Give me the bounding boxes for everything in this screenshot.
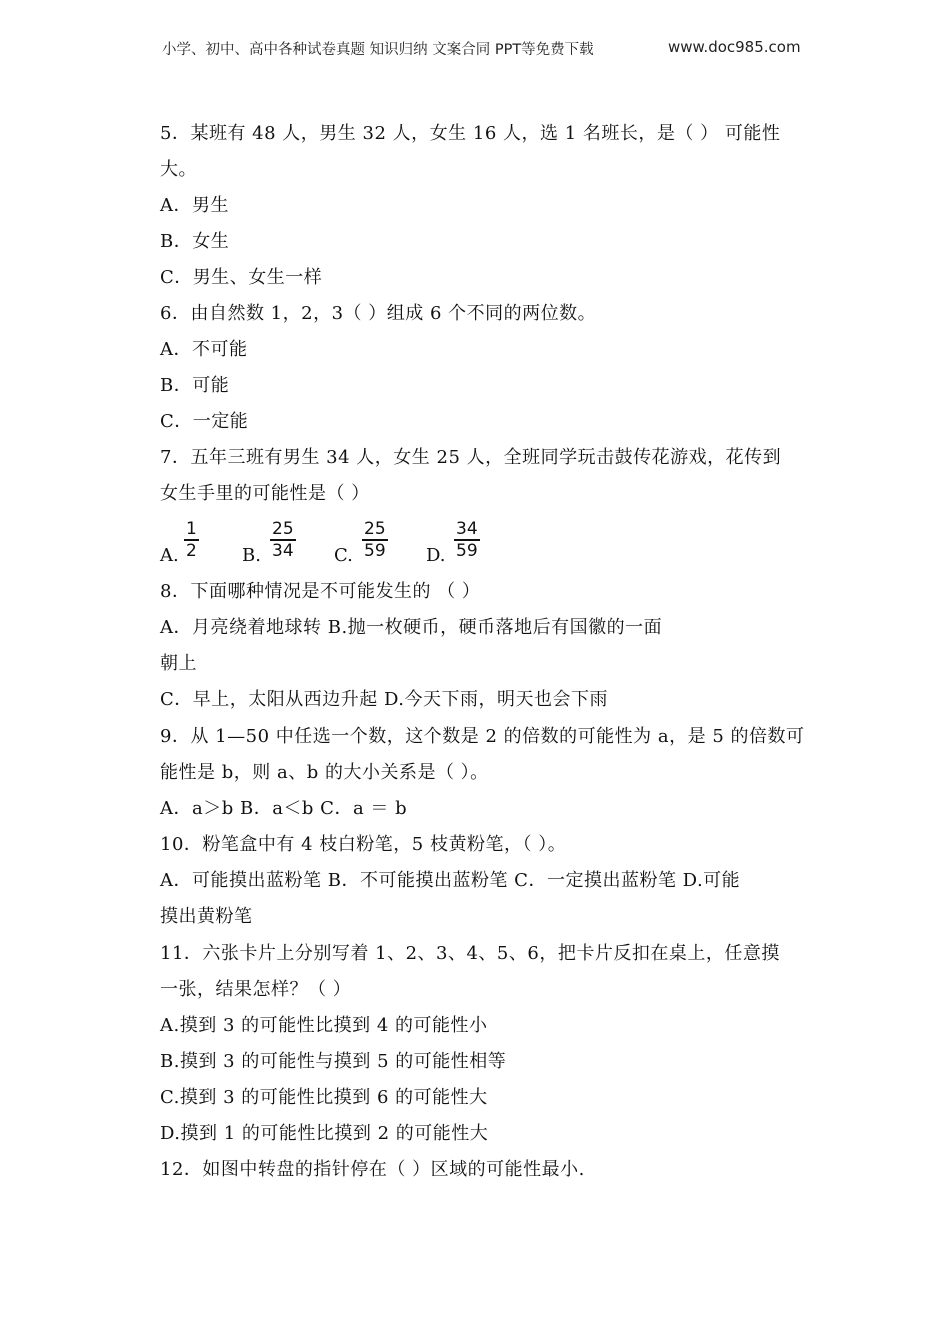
- q7-options: [160, 516, 580, 568]
- fraction-denominator: 2: [186, 540, 197, 561]
- q7-stem-line2: 女生手里的可能性是（ ）: [160, 483, 370, 504]
- q12-stem: 12．如图中转盘的指针停在（ ）区域的可能性最小.: [160, 1159, 585, 1180]
- q8-options-line1: A．月亮绕着地球转 B.抛一枚硬币，硬币落地后有国徽的一面: [160, 617, 663, 638]
- fraction-denominator: 34: [272, 540, 294, 561]
- q11-stem-line2: 一张，结果怎样？（ ）: [160, 979, 352, 1000]
- q5-stem-line2: 大。: [160, 159, 197, 180]
- q5-option-a: A．男生: [160, 195, 229, 216]
- q11-option-d: D.摸到 1 的可能性比摸到 2 的可能性大: [160, 1123, 489, 1144]
- q7-option-c-label: C.: [334, 545, 353, 566]
- fraction-numerator: 1: [186, 519, 197, 539]
- q11-option-b: B.摸到 3 的可能性与摸到 5 的可能性相等: [160, 1051, 507, 1072]
- q11-option-a: A.摸到 3 的可能性比摸到 4 的可能性小: [160, 1015, 488, 1036]
- q7-option-a-label: A.: [160, 545, 179, 566]
- header-site-description: 小学、初中、高中各种试卷真题 知识归纳 文案合同 PPT等免费下载: [162, 42, 594, 58]
- q5-stem-line1: 5．某班有 48 人，男生 32 人，女生 16 人，选 1 名班长，是（ ） 可能性: [160, 123, 781, 144]
- fraction-denominator: 59: [364, 540, 386, 561]
- header-site-url[interactable]: www.doc985.com: [668, 38, 801, 56]
- q10-options-line1: A．可能摸出蓝粉笔 B．不可能摸出蓝粉笔 C．一定摸出蓝粉笔 D.可能: [160, 870, 741, 891]
- q6-option-a: A．不可能: [160, 339, 248, 360]
- q8-options-line3: C．早上，太阳从西边升起 D.今天下雨，明天也会下雨: [160, 689, 609, 710]
- fraction: [184, 520, 199, 560]
- fraction: [362, 520, 388, 560]
- q6-stem: 6．由自然数 1，2，3（ ）组成 6 个不同的两位数。: [160, 303, 597, 324]
- q11-stem-line1: 11．六张卡片上分别写着 1、2、3、4、5、6，把卡片反扣在桌上，任意摸: [160, 943, 780, 964]
- fraction: [270, 520, 296, 560]
- fraction-denominator: 59: [456, 540, 478, 561]
- q6-option-c: C．一定能: [160, 411, 249, 432]
- q7-option-b-label: B.: [242, 545, 261, 566]
- q11-option-c: C.摸到 3 的可能性比摸到 6 的可能性大: [160, 1087, 488, 1108]
- fraction-numerator: 25: [272, 519, 294, 539]
- q5-option-c: C．男生、女生一样: [160, 267, 323, 288]
- q8-options-line2: 朝上: [160, 653, 197, 674]
- q10-stem: 10．粉笔盒中有 4 枝白粉笔，5 枝黄粉笔，（ ）。: [160, 834, 567, 855]
- q9-stem-line2: 能性是 b，则 a、b 的大小关系是（ ）。: [160, 762, 489, 783]
- fraction-numerator: 34: [456, 519, 478, 539]
- q7-stem-line1: 7．五年三班有男生 34 人，女生 25 人，全班同学玩击鼓传花游戏，花传到: [160, 447, 782, 468]
- q9-options: A．a＞b B．a＜b C．a ＝ b: [160, 798, 408, 819]
- q10-options-line2: 摸出黄粉笔: [160, 906, 253, 927]
- q5-option-b: B．女生: [160, 231, 230, 252]
- q7-option-d-label: D.: [426, 545, 446, 566]
- page-header: [0, 38, 950, 64]
- q9-stem-line1: 9．从 1—50 中任选一个数，这个数是 2 的倍数的可能性为 a，是 5 的倍数可: [160, 726, 805, 747]
- q8-stem: 8．下面哪种情况是不可能发生的 （ ）: [160, 581, 481, 602]
- fraction: [454, 520, 480, 560]
- q6-option-b: B．可能: [160, 375, 230, 396]
- fraction-numerator: 25: [364, 519, 386, 539]
